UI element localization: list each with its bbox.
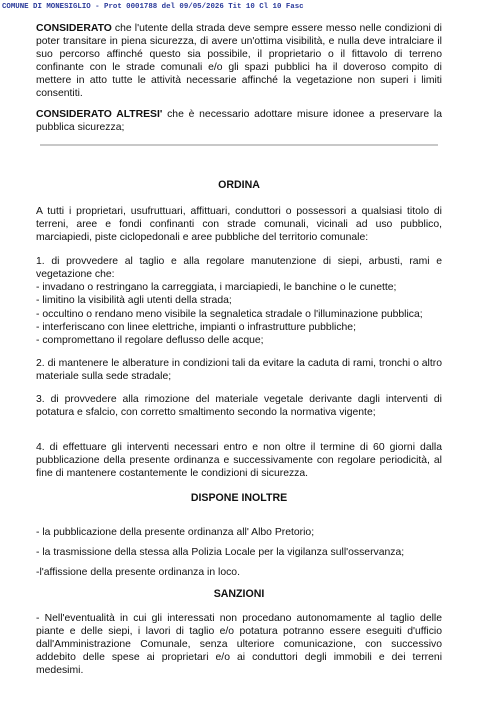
protocol-stamp: COMUNE DI MONESIGLIO - Prot 0001788 del 09/05/2026 Tit 10 Cl 10 Fasc	[2, 3, 304, 11]
ordina-intro: A tutti i proprietari, usufruttuari, affittuari, conduttori o possessori a qualsiasi titolo di terreni, aree e fondi confinanti con strade comunali, vicinali ad uso pubblico, marciapiedi, piste ciclopedonali e aree pubbliche del territorio comunale:	[36, 205, 442, 244]
document-page	[36, 22, 442, 677]
separator-line	[40, 144, 438, 146]
sanzioni-paragraph: - Nell'eventualità in cui gli interessati non procedano autonomamente al taglio delle piante e delle siepi, i lavori di taglio e/o potatura potranno essere eseguiti d'ufficio dall'Amministrazione Comunale, senza ulteriore comunicazione, con successivo addebito delle spese ai proprietari e/o ai conduttori degli immobili e dei terreni medesimi.	[36, 612, 442, 677]
considerato-paragraph	[36, 22, 442, 101]
considerato-altresi-label: CONSIDERATO ALTRESI'	[36, 108, 163, 120]
considerato-altresi-paragraph	[36, 108, 442, 134]
ordina-item-3: 3. di provvedere alla rimozione del materiale vegetale derivante dagli interventi di potatura e sfalcio, con corretto smaltimento secondo la normativa vigente;	[36, 393, 442, 419]
dispone-item: - la pubblicazione della presente ordinanza all' Albo Pretorio;	[36, 526, 315, 538]
sanzioni-heading: SANZIONI	[213, 587, 265, 600]
list-item: - compromettano il regolare deflusso delle acque;	[36, 334, 264, 346]
ordina-item-2: 2. di mantenere le alberature in condizioni tali da evitare la caduta di rami, tronchi o altro materiale sulla sede stradale;	[36, 357, 442, 382]
item-1-bullet-list	[36, 281, 442, 346]
list-item: - occultino o rendano meno visibile la segnaletica stradale o l'illuminazione pubblica;	[36, 308, 423, 320]
dispone-item: -l'affissione della presente ordinanza in loco.	[36, 566, 240, 578]
ordina-item-4: 4. di effettuare gli interventi necessari entro e non oltre il termine di 60 giorni dalla pubblicazione della presente ordinanza e successivamente con regolare periodicità, al fine di mantenere costantemente le condizioni di sicurezza.	[36, 442, 442, 480]
considerato-text: che l'utente della strada deve sempre essere messo nelle condizioni di poter transitare in piena sicurezza, di avere un'ottima visibilità, e nulla deve intralciare il suo percorso affinché questo sia possibile, il proprietario o il fittavolo di terreno confinante con le strade comunali e/o gli spazi pubblici ha il doveroso compito di mettere in atto tutte le attività necessarie affinché la vegetazione non superi i limiti consentiti.	[36, 23, 442, 100]
dispone-item: - la trasmissione della stessa alla Polizia Locale per la vigilanza sull'osservanza;	[36, 546, 405, 558]
list-item: - interferiscano con linee elettriche, impianti o infrastrutture pubbliche;	[36, 321, 356, 333]
dispone-heading: DISPONE INOLTRE	[190, 492, 288, 505]
list-item: - limitino la visibilità agli utenti della strada;	[36, 295, 232, 307]
considerato-altresi-text: che è necessario adottare misure idonee a preservare la pubblica sicurezza;	[36, 108, 442, 133]
ordina-heading: ORDINA	[218, 178, 260, 191]
list-item: - invadano o restringano la carreggiata, i marciapiedi, le banchine o le cunette;	[36, 282, 397, 294]
ordina-item-1: 1. di provvedere al taglio e alla regolare manutenzione di siepi, arbusti, rami e vegetazione che:	[36, 256, 442, 281]
considerato-label: CONSIDERATO	[36, 23, 112, 34]
